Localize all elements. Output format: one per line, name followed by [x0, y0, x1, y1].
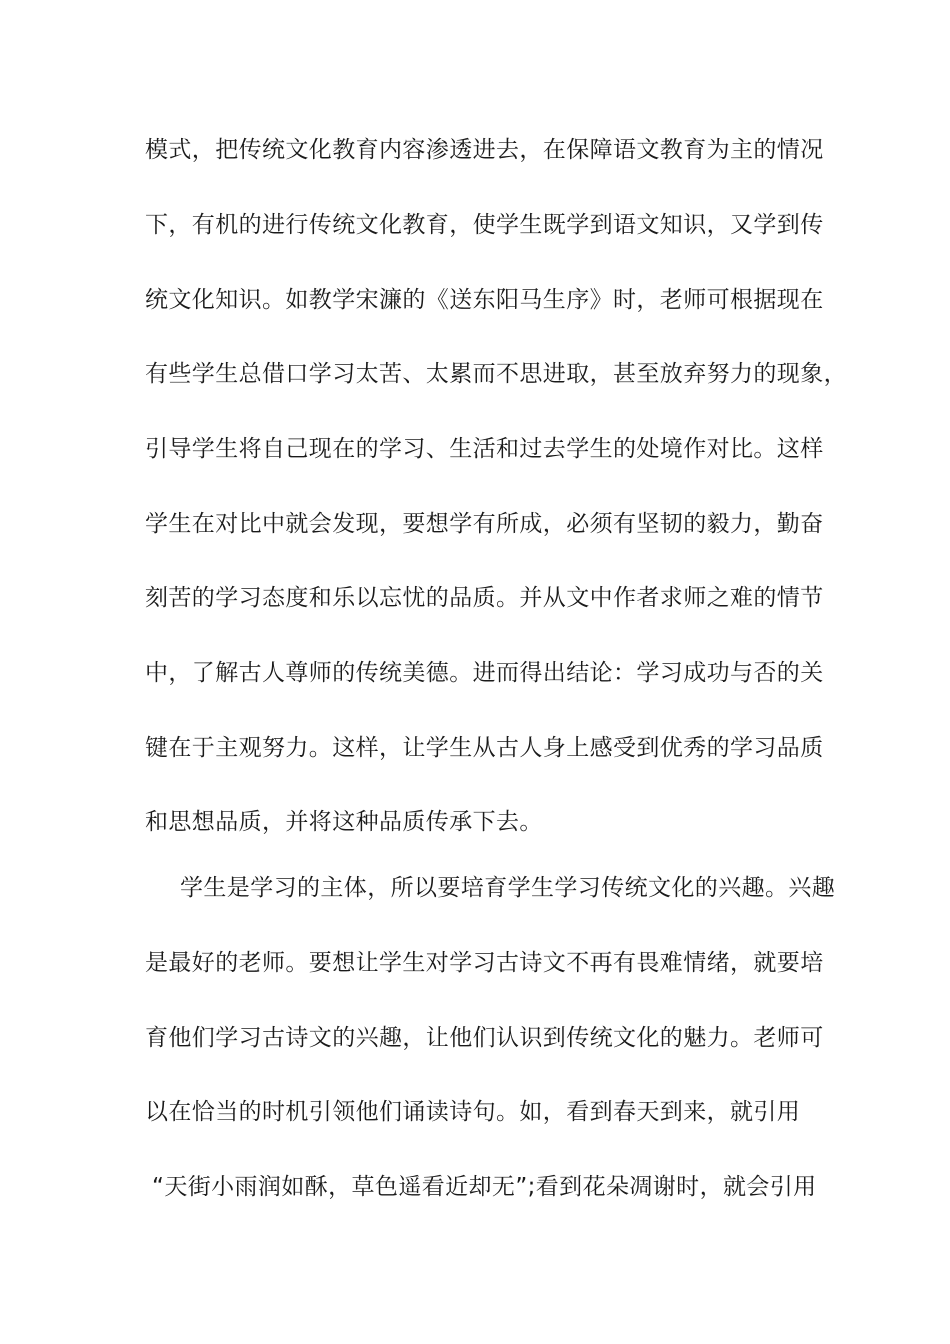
text-line: 有些学生总借口学习太苦、太累而不思进取，甚至放弃努力的现象， [145, 361, 847, 387]
text-line: 刻苦的学习态度和乐以忘忧的品质。并从文中作者求师之难的情节 [145, 585, 824, 611]
text-line: 学生在对比中就会发现，要想学有所成，必须有坚韧的毅力，勤奋 [145, 511, 824, 537]
text-line: 以在恰当的时机引领他们诵读诗句。如，看到春天到来，就引用 [145, 1099, 801, 1125]
text-line: 模式，把传统文化教育内容渗透进去，在保障语文教育为主的情况 [145, 137, 824, 163]
text-line: 育他们学习古诗文的兴趣，让他们认识到传统文化的魅力。老师可 [145, 1025, 824, 1051]
text-line: 是最好的老师。要想让学生对学习古诗文不再有畏难情绪，就要培 [145, 950, 824, 976]
paragraph-first-line: 学生是学习的主体，所以要培育学生学习传统文化的兴趣。兴趣 [180, 875, 836, 901]
text-line: 中，了解古人尊师的传统美德。进而得出结论：学习成功与否的关 [145, 660, 824, 686]
text-line: 键在于主观努力。这样，让学生从古人身上感受到优秀的学习品质 [145, 735, 824, 761]
text-line: “天街小雨润如酥，草色遥看近却无”;看到花朵凋谢时，就会引用 [152, 1174, 817, 1200]
text-line: 和思想品质，并将这种品质传承下去。 [145, 809, 543, 835]
text-line: 下，有机的进行传统文化教育，使学生既学到语文知识，又学到传 [145, 212, 824, 238]
text-line: 引导学生将自己现在的学习、生活和过去学生的处境作对比。这样 [145, 436, 824, 462]
text-line: 统文化知识。如教学宋濂的《送东阳马生序》时，老师可根据现在 [145, 287, 824, 313]
